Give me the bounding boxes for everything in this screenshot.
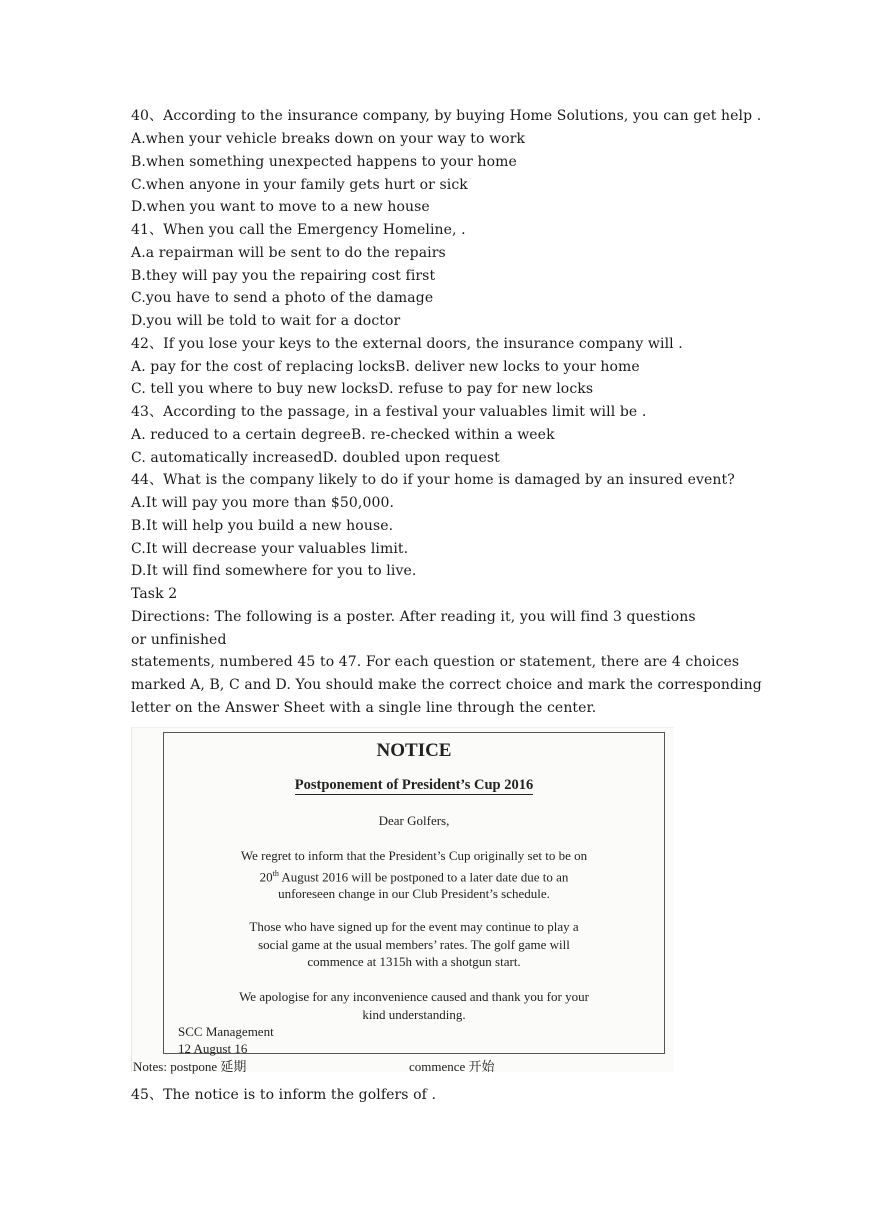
notice-p1-line-2: August 2016 will be postponed to a later date due to an — [278, 868, 569, 884]
option-40d: D.when you want to move to a new house — [131, 199, 430, 215]
option-40a: A.when your vehicle breaks down on your way to work — [131, 131, 526, 147]
notice-paragraph-1 — [204, 847, 624, 903]
notice-title: NOTICE — [376, 740, 452, 761]
notice-p1-date-suffix: th — [272, 868, 279, 878]
notice-p1-line-1: We regret to inform that the President’s Cup originally set to be on — [240, 848, 588, 863]
notice-subtitle-text: Postponement of President’s Cup 2016 — [294, 777, 534, 793]
notice-signature-date: 12 August 16 — [178, 1041, 248, 1056]
question-40-stem: 40、According to the insurance company, by buying Home Solutions, you can get help . — [131, 108, 762, 124]
directions-line-2: or unfinished — [131, 632, 227, 648]
notice-p3-line-2: kind understanding. — [362, 1006, 466, 1022]
option-40b: B.when something unexpected happens to your home — [131, 154, 517, 170]
task-2-heading: Task 2 — [131, 586, 178, 602]
notice-poster-image — [131, 727, 674, 1072]
notice-p2-line-3: commence at 1315h with a shotgun start. — [307, 954, 521, 969]
option-44d: D.It will find somewhere for you to live. — [131, 563, 417, 579]
directions-line-3: statements, numbered 45 to 47. For each question or statement, there are 4 choices — [131, 654, 740, 670]
directions-line-4: marked A, B, C and D. You should make the correct choice and mark the corresponding — [131, 677, 762, 693]
directions-line-5: letter on the Answer Sheet with a single line through the center. — [131, 700, 597, 716]
directions-line-1: Directions: The following is a poster. After reading it, you will find 3 questions — [131, 609, 696, 625]
option-44c: C.It will decrease your valuables limit. — [131, 541, 409, 557]
options-43ab: A. reduced to a certain degreeB. re-checked within a week — [131, 427, 555, 443]
notice-paragraph-3 — [204, 988, 624, 1023]
notice-signature-org: SCC Management — [178, 1024, 274, 1039]
question-41-stem: 41、When you call the Emergency Homeline, . — [131, 222, 466, 238]
notice-vocab-notes — [133, 1056, 673, 1072]
notice-greeting: Dear Golfers, — [378, 813, 450, 828]
notice-p2-line-1: Those who have signed up for the event may continue to play a — [249, 919, 579, 934]
option-44b: B.It will help you build a new house. — [131, 518, 394, 534]
notice-p3-line-1: We apologise for any inconvenience caused and thank you for your — [239, 989, 589, 1004]
notice-p1-date-day: 20 — [259, 868, 273, 884]
option-41b: B.they will pay you the repairing cost first — [131, 268, 436, 284]
options-42cd: C. tell you where to buy new locksD. refuse to pay for new locks — [131, 381, 594, 397]
option-40c: C.when anyone in your family gets hurt or sick — [131, 177, 468, 193]
notice-p1-line-3: unforeseen change in our Club President’s schedule. — [278, 886, 550, 902]
notice-subtitle — [164, 777, 664, 794]
question-45-stem: 45、The notice is to inform the golfers of . — [131, 1087, 437, 1103]
notice-signature — [178, 1023, 274, 1057]
notice-p2-line-2: social game at the usual members’ rates. The golf game will — [258, 936, 570, 952]
question-42-stem: 42、If you lose your keys to the external doors, the insurance company will . — [131, 336, 683, 352]
options-42ab: A. pay for the cost of replacing locksB. deliver new locks to your home — [131, 359, 640, 375]
option-44a: A.It will pay you more than $50,000. — [131, 495, 395, 511]
note-postpone: Notes: postpone 延期 — [133, 1059, 247, 1074]
notice-frame — [163, 732, 665, 1054]
question-44-stem: 44、What is the company likely to do if your home is damaged by an insured event? — [131, 472, 735, 488]
question-43-stem: 43、According to the passage, in a festival your valuables limit will be . — [131, 404, 647, 420]
notice-paragraph-2 — [204, 918, 624, 971]
options-43cd: C. automatically increasedD. doubled upon request — [131, 450, 500, 466]
note-commence: commence 开始 — [409, 1059, 495, 1074]
option-41c: C.you have to send a photo of the damage — [131, 290, 434, 306]
option-41d: D.you will be told to wait for a doctor — [131, 313, 401, 329]
option-41a: A.a repairman will be sent to do the repairs — [131, 245, 446, 261]
